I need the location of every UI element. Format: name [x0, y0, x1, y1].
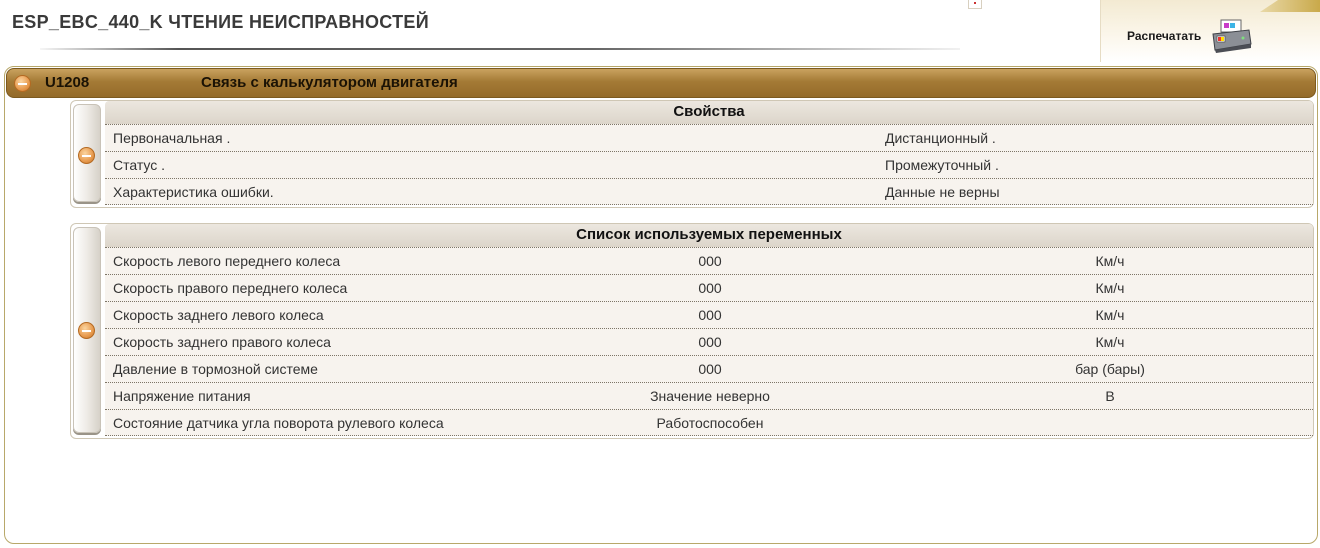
variable-unit: бар (бары) — [1075, 361, 1145, 377]
property-row — [105, 178, 1313, 205]
variable-row — [105, 382, 1313, 409]
collapse-properties-icon[interactable] — [78, 147, 95, 164]
variable-value: Работоспособен — [656, 415, 764, 431]
variables-side-bar[interactable] — [73, 227, 101, 433]
collapse-fault-icon[interactable] — [14, 75, 31, 92]
properties-side-bar[interactable] — [73, 104, 101, 202]
title-divider — [40, 48, 960, 50]
property-name: Характеристика ошибки. — [113, 184, 274, 200]
variable-row — [105, 247, 1313, 274]
collapse-variables-icon[interactable] — [78, 322, 95, 339]
property-row — [105, 151, 1313, 178]
variable-value: 000 — [698, 361, 722, 377]
variable-unit: Км/ч — [1095, 253, 1125, 269]
property-name: Первоначальная . — [113, 130, 231, 146]
variables-rows — [105, 247, 1313, 436]
variable-name: Скорость левого переднего колеса — [113, 253, 341, 269]
variable-row — [105, 301, 1313, 328]
variable-name: Скорость заднего левого колеса — [113, 307, 324, 323]
variable-row — [105, 409, 1313, 436]
variable-name: Напряжение питания — [113, 388, 251, 404]
variable-value: Значение неверно — [650, 388, 770, 404]
properties-title: Свойства — [105, 101, 1313, 124]
variables-title: Список используемых переменных — [105, 224, 1313, 247]
corner-decoration — [1260, 0, 1320, 12]
property-name: Статус . — [113, 157, 166, 173]
variable-row — [105, 328, 1313, 355]
variable-name: Состояние датчика угла поворота рулевого колеса — [113, 415, 444, 431]
variable-unit: Км/ч — [1095, 307, 1125, 323]
fault-description: Связь с калькулятором двигателя — [201, 74, 458, 91]
properties-section — [70, 100, 1314, 208]
property-value: Промежуточный . — [885, 157, 999, 173]
print-button-label[interactable]: Распечатать — [1127, 29, 1202, 43]
page-title: ESP_EBC_440_K ЧТЕНИЕ НЕИСПРАВНОСТЕЙ — [12, 12, 429, 32]
variable-row — [105, 274, 1313, 301]
property-value: Дистанционный . — [885, 130, 996, 146]
variable-value: 000 — [698, 334, 722, 350]
fault-code: U1208 — [45, 74, 90, 91]
variable-name: Давление в тормозной системе — [113, 361, 318, 377]
variables-section — [70, 223, 1314, 439]
variable-value: 000 — [698, 280, 722, 296]
variable-unit: Км/ч — [1095, 334, 1125, 350]
property-row — [105, 124, 1313, 151]
printer-icon[interactable] — [1209, 18, 1253, 54]
property-value: Данные не верны — [885, 184, 1000, 200]
variable-unit: В — [1105, 388, 1115, 404]
variable-name: Скорость заднего правого колеса — [113, 334, 331, 350]
variable-row — [105, 355, 1313, 382]
variable-value: 000 — [698, 253, 722, 269]
print-panel[interactable] — [1100, 0, 1320, 62]
variable-name: Скорость правого переднего колеса — [113, 280, 348, 296]
variable-value: 000 — [698, 307, 722, 323]
properties-rows — [105, 124, 1313, 205]
variable-unit: Км/ч — [1095, 280, 1125, 296]
marker-icon — [968, 0, 982, 9]
